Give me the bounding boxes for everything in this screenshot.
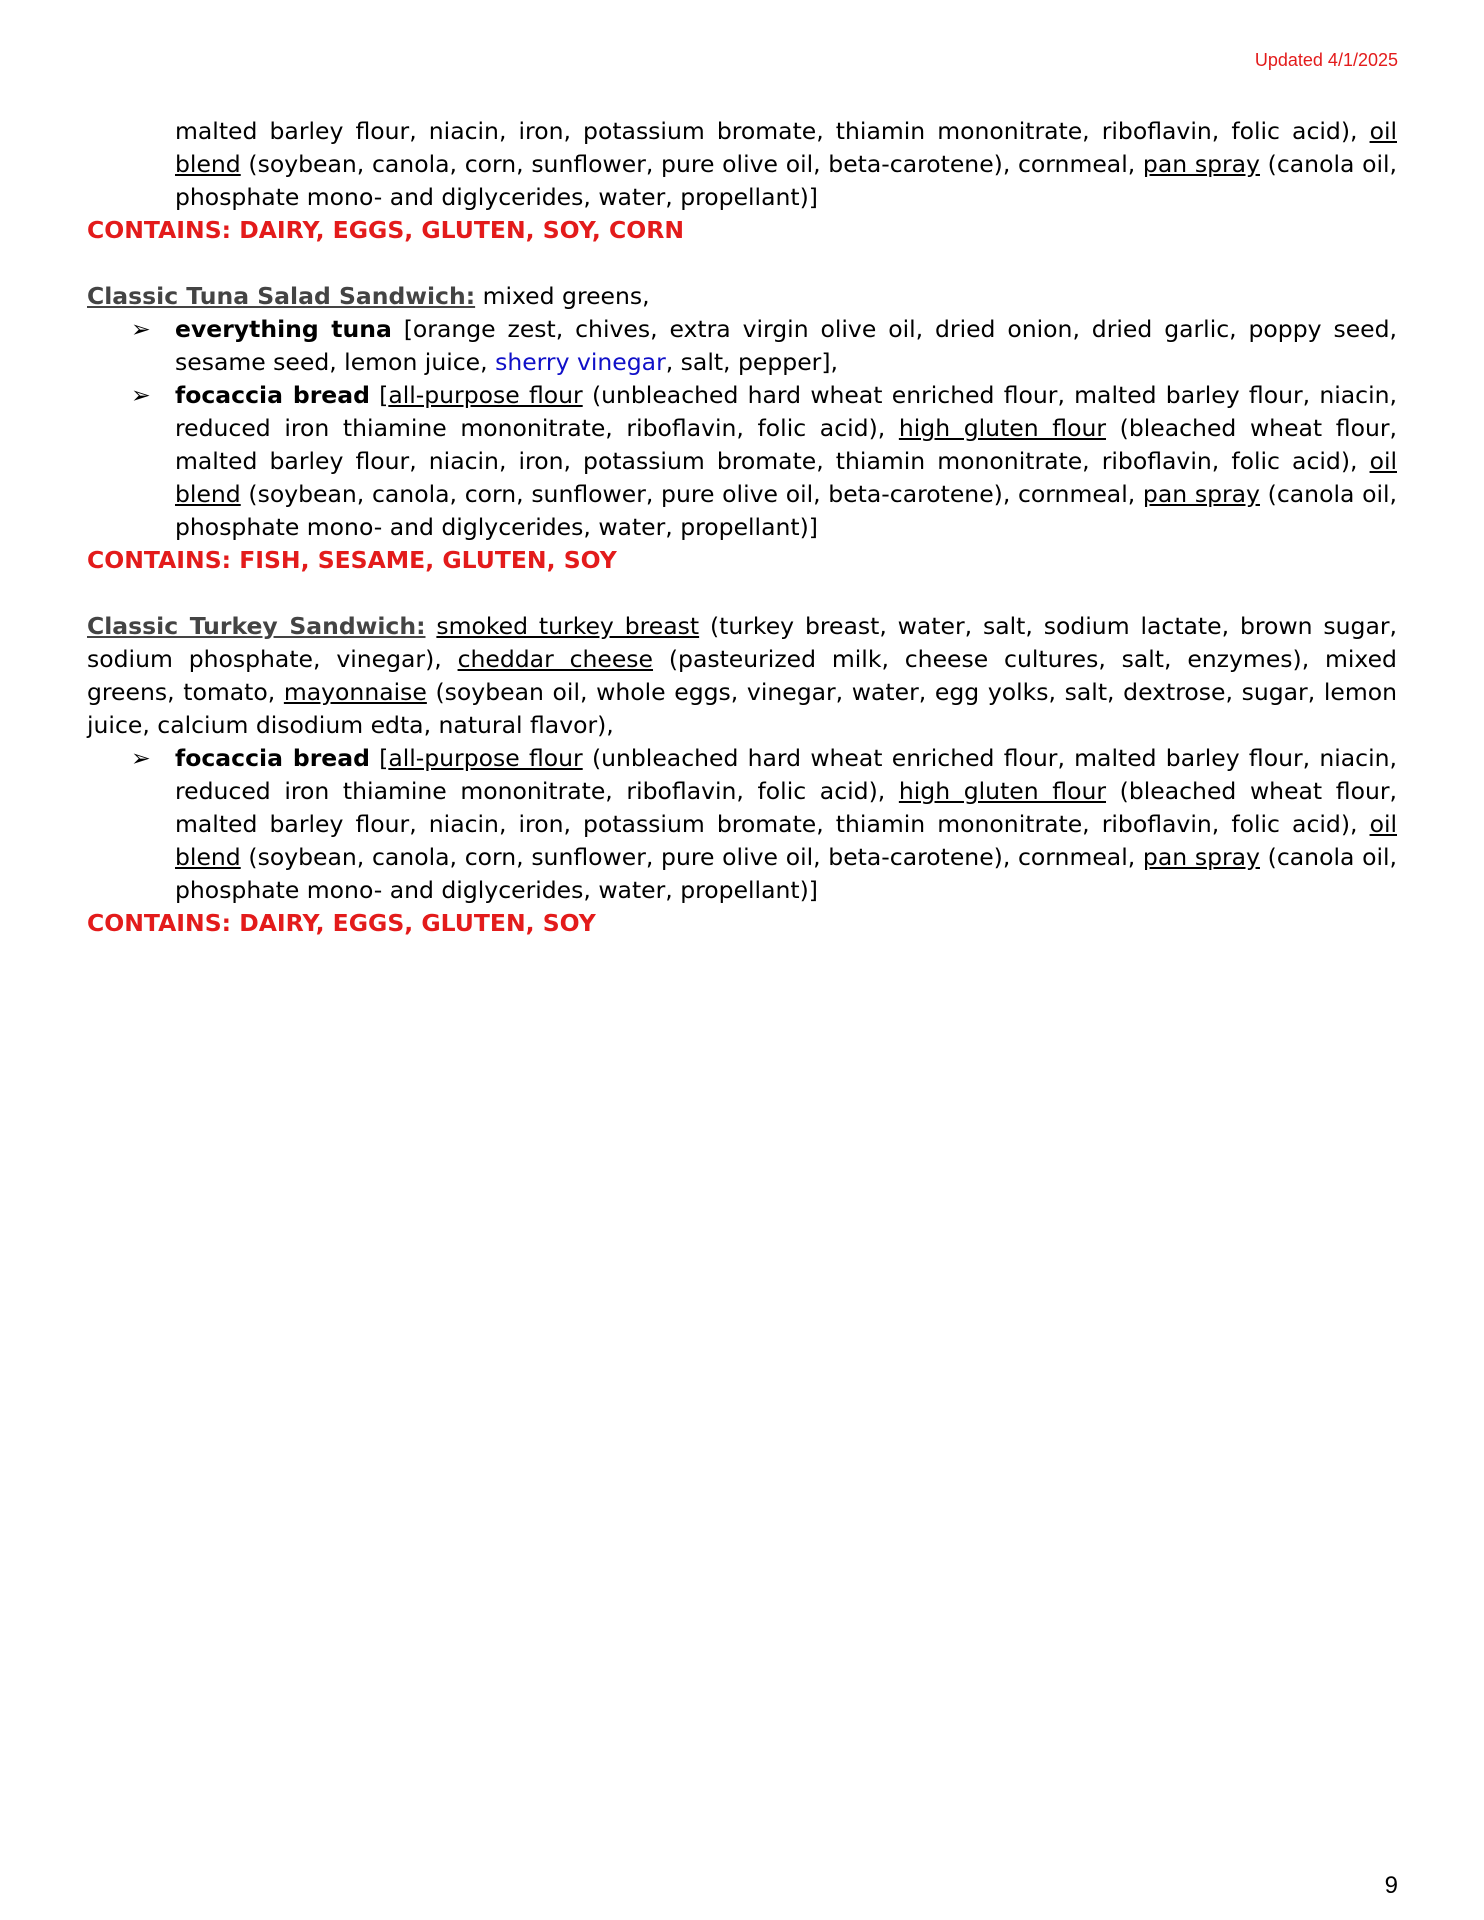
ingredient-high-gluten-flour: high gluten flour: [898, 414, 1107, 442]
ingredient-text: (unbleached hard wheat enriched flour, malted barley flour, niacin, reduced iron thiamine mononitrate, riboflavin, folic acid),: [175, 744, 1397, 805]
ingredient-text: (unbleached hard wheat enriched flour, malted barley flour, niacin, reduced iron thiamine mononitrate, riboflavin, folic acid),: [175, 381, 1397, 442]
arrow-bullet-icon: ➢: [131, 381, 151, 409]
ingredient-text: mixed greens,: [475, 282, 650, 310]
ingredient-text: (canola oil, phosphate mono- and diglycerides, water, propellant)]: [175, 843, 1397, 904]
ingredient-text: [426, 612, 437, 640]
ingredient-text: (bleached wheat flour, malted barley flour, niacin, iron, potassium bromate, thiamin mononitrate, riboflavin, folic acid),: [175, 414, 1397, 475]
ingredient-oil-blend: oil blend: [175, 810, 1397, 871]
ingredient-text: malted barley flour, niacin, iron, potassium bromate, thiamin mononitrate, riboflavin, folic acid),: [175, 117, 1370, 145]
list-item-everything-tuna: [87, 313, 1397, 379]
item-heading: Classic Turkey Sandwich:: [87, 612, 426, 640]
ingredient-pan-spray: pan spray: [1142, 843, 1260, 871]
allergen-statement: CONTAINS: FISH, SESAME, GLUTEN, SOY: [87, 546, 617, 574]
ingredient-all-purpose-flour: all-purpose flour: [388, 744, 583, 772]
ingredient-text: (soybean, canola, corn, sunflower, pure olive oil, beta-carotene), cornmeal,: [240, 150, 1143, 178]
ingredient-all-purpose-flour: all-purpose flour: [388, 381, 583, 409]
ingredient-text: (soybean, canola, corn, sunflower, pure olive oil, beta-carotene), cornmeal,: [240, 480, 1143, 508]
ingredient-cheddar-cheese: cheddar cheese: [457, 645, 654, 673]
ingredient-text: [: [369, 744, 389, 772]
ingredient-mayonnaise: mayonnaise: [283, 678, 427, 706]
page-content: [87, 115, 1397, 940]
ingredient-text: [orange zest, chives, extra virgin olive oil, dried onion, dried garlic, poppy seed, sesame seed, lemon juice,: [175, 315, 1397, 376]
component-name: focaccia bread: [175, 381, 370, 409]
arrow-bullet-icon: ➢: [131, 315, 151, 343]
updated-date: Updated 4/1/2025: [1254, 50, 1398, 70]
ingredient-text: (turkey breast, water, salt, sodium lactate, brown sugar, sodium phosphate, vinegar),: [87, 612, 1397, 673]
page-number: 9: [1384, 1872, 1398, 1899]
continued-ingredients: [87, 115, 1397, 214]
arrow-bullet-icon: ➢: [131, 744, 151, 772]
component-name: everything tuna: [175, 315, 392, 343]
allergen-statement: CONTAINS: DAIRY, EGGS, GLUTEN, SOY, CORN: [87, 216, 685, 244]
ingredient-smoked-turkey-breast: smoked turkey breast: [436, 612, 700, 640]
ingredient-high-gluten-flour: high gluten flour: [898, 777, 1107, 805]
ingredient-text: (bleached wheat flour, malted barley flour, niacin, iron, potassium bromate, thiamin mononitrate, riboflavin, folic acid),: [175, 777, 1397, 838]
ingredient-text: (canola oil, phosphate mono- and diglycerides, water, propellant)]: [175, 480, 1397, 541]
ingredient-pan-spray: pan spray: [1142, 150, 1260, 178]
item-heading: Classic Tuna Salad Sandwich:: [87, 282, 476, 310]
ingredient-sherry-vinegar: sherry vinegar: [495, 348, 666, 376]
ingredient-text: , salt, pepper],: [665, 348, 838, 376]
ingredient-text: (soybean oil, whole eggs, vinegar, water, egg yolks, salt, dextrose, sugar, lemon juice, calcium disodium edta, natural flavor),: [87, 678, 1397, 739]
turkey-sandwich-entry: [87, 610, 1397, 742]
ingredient-text: (pasteurized milk, cheese cultures, salt, enzymes), mixed greens, tomato,: [87, 645, 1397, 706]
ingredient-text: (soybean, canola, corn, sunflower, pure olive oil, beta-carotene), cornmeal,: [240, 843, 1143, 871]
ingredient-oil-blend: oil blend: [175, 117, 1397, 178]
list-item-focaccia-bread: [87, 742, 1397, 907]
ingredient-text: [: [369, 381, 389, 409]
ingredient-text: (canola oil, phosphate mono- and diglycerides, water, propellant)]: [175, 150, 1397, 211]
ingredient-pan-spray: pan spray: [1142, 480, 1260, 508]
allergen-statement: CONTAINS: DAIRY, EGGS, GLUTEN, SOY: [87, 909, 596, 937]
ingredient-oil-blend: oil blend: [175, 447, 1397, 508]
component-name: focaccia bread: [175, 744, 370, 772]
list-item-focaccia-bread: [87, 379, 1397, 544]
tuna-sandwich-entry: [87, 280, 1397, 313]
